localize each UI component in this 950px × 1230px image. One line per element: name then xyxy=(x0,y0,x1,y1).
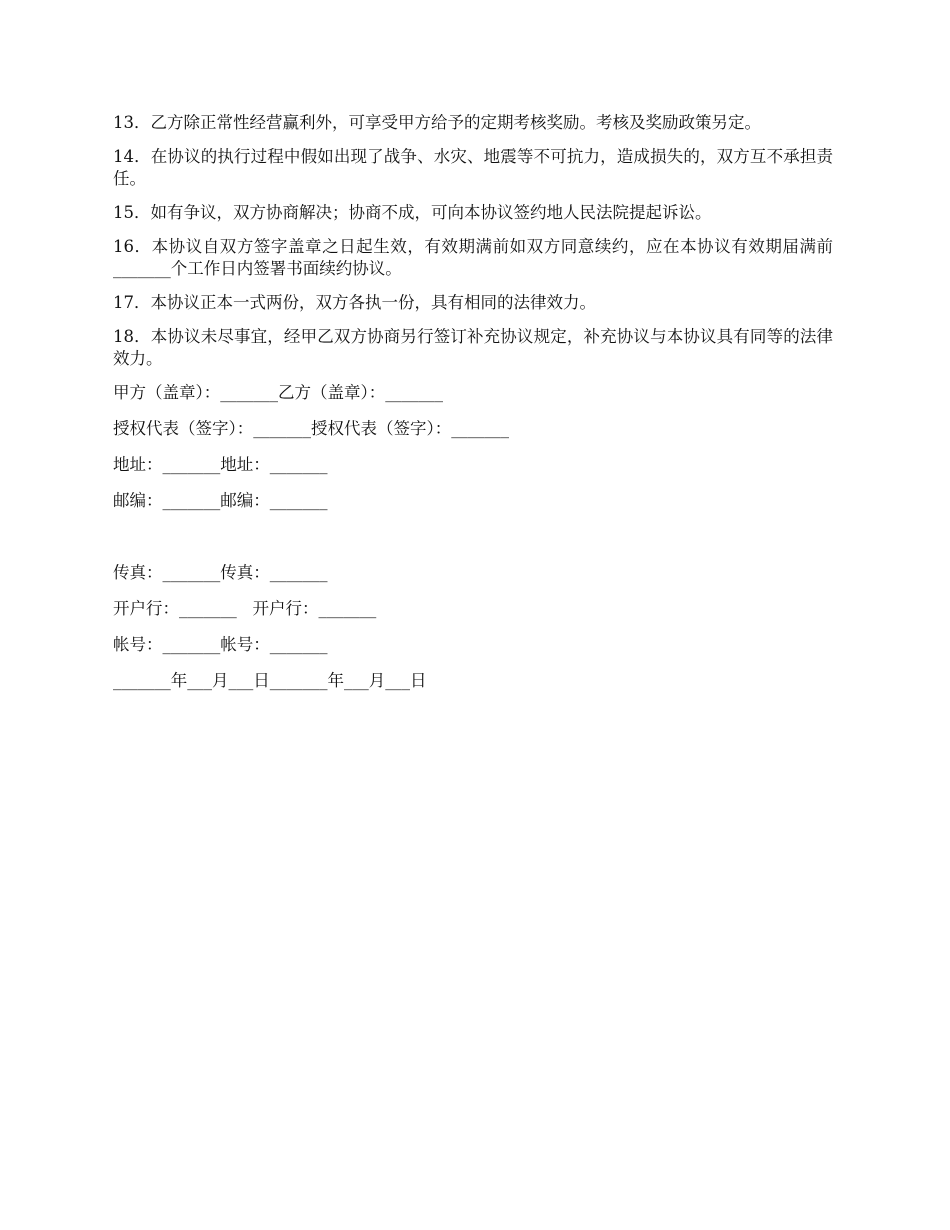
seal-line: 甲方（盖章）：_______乙方（盖章）：_______ xyxy=(113,383,443,402)
clause-14: 14．在协议的执行过程中假如出现了战争、水灾、地震等不可抗力，造成损失的，双方互不承担责任。 xyxy=(113,147,833,188)
clause-15: 15．如有争议，双方协商解决；协商不成，可向本协议签约地人民法院提起诉讼。 xyxy=(113,203,712,222)
clause-13: 13．乙方除正常性经营赢利外，可享受甲方给予的定期考核奖励。考核及奖励政策另定。 xyxy=(113,113,761,132)
clause-17: 17．本协议正本一式两份，双方各执一份，具有相同的法律效力。 xyxy=(113,293,596,312)
postcode-line: 邮编：_______邮编：_______ xyxy=(113,491,328,510)
representative-line: 授权代表（签字）：_______授权代表（签字）：_______ xyxy=(113,419,509,438)
account-line: 帐号：_______帐号：_______ xyxy=(113,635,328,654)
clause-18: 18．本协议未尽事宜，经甲乙双方协商另行签订补充协议规定，补充协议与本协议具有同等的法律效力。 xyxy=(113,327,833,368)
bank-line: 开户行：_______ 开户行：_______ xyxy=(113,599,377,618)
fax-line: 传真：_______传真：_______ xyxy=(113,563,328,582)
spacer xyxy=(113,526,833,562)
address-line: 地址：_______地址：_______ xyxy=(113,455,328,474)
clause-16: 16．本协议自双方签字盖章之日起生效，有效期满前如双方同意续约，应在本协议有效期届满前_______个工作日内签署书面续约协议。 xyxy=(113,237,833,278)
date-line: _______年___月___日_______年___月___日 xyxy=(113,671,427,690)
document-page xyxy=(113,112,833,706)
